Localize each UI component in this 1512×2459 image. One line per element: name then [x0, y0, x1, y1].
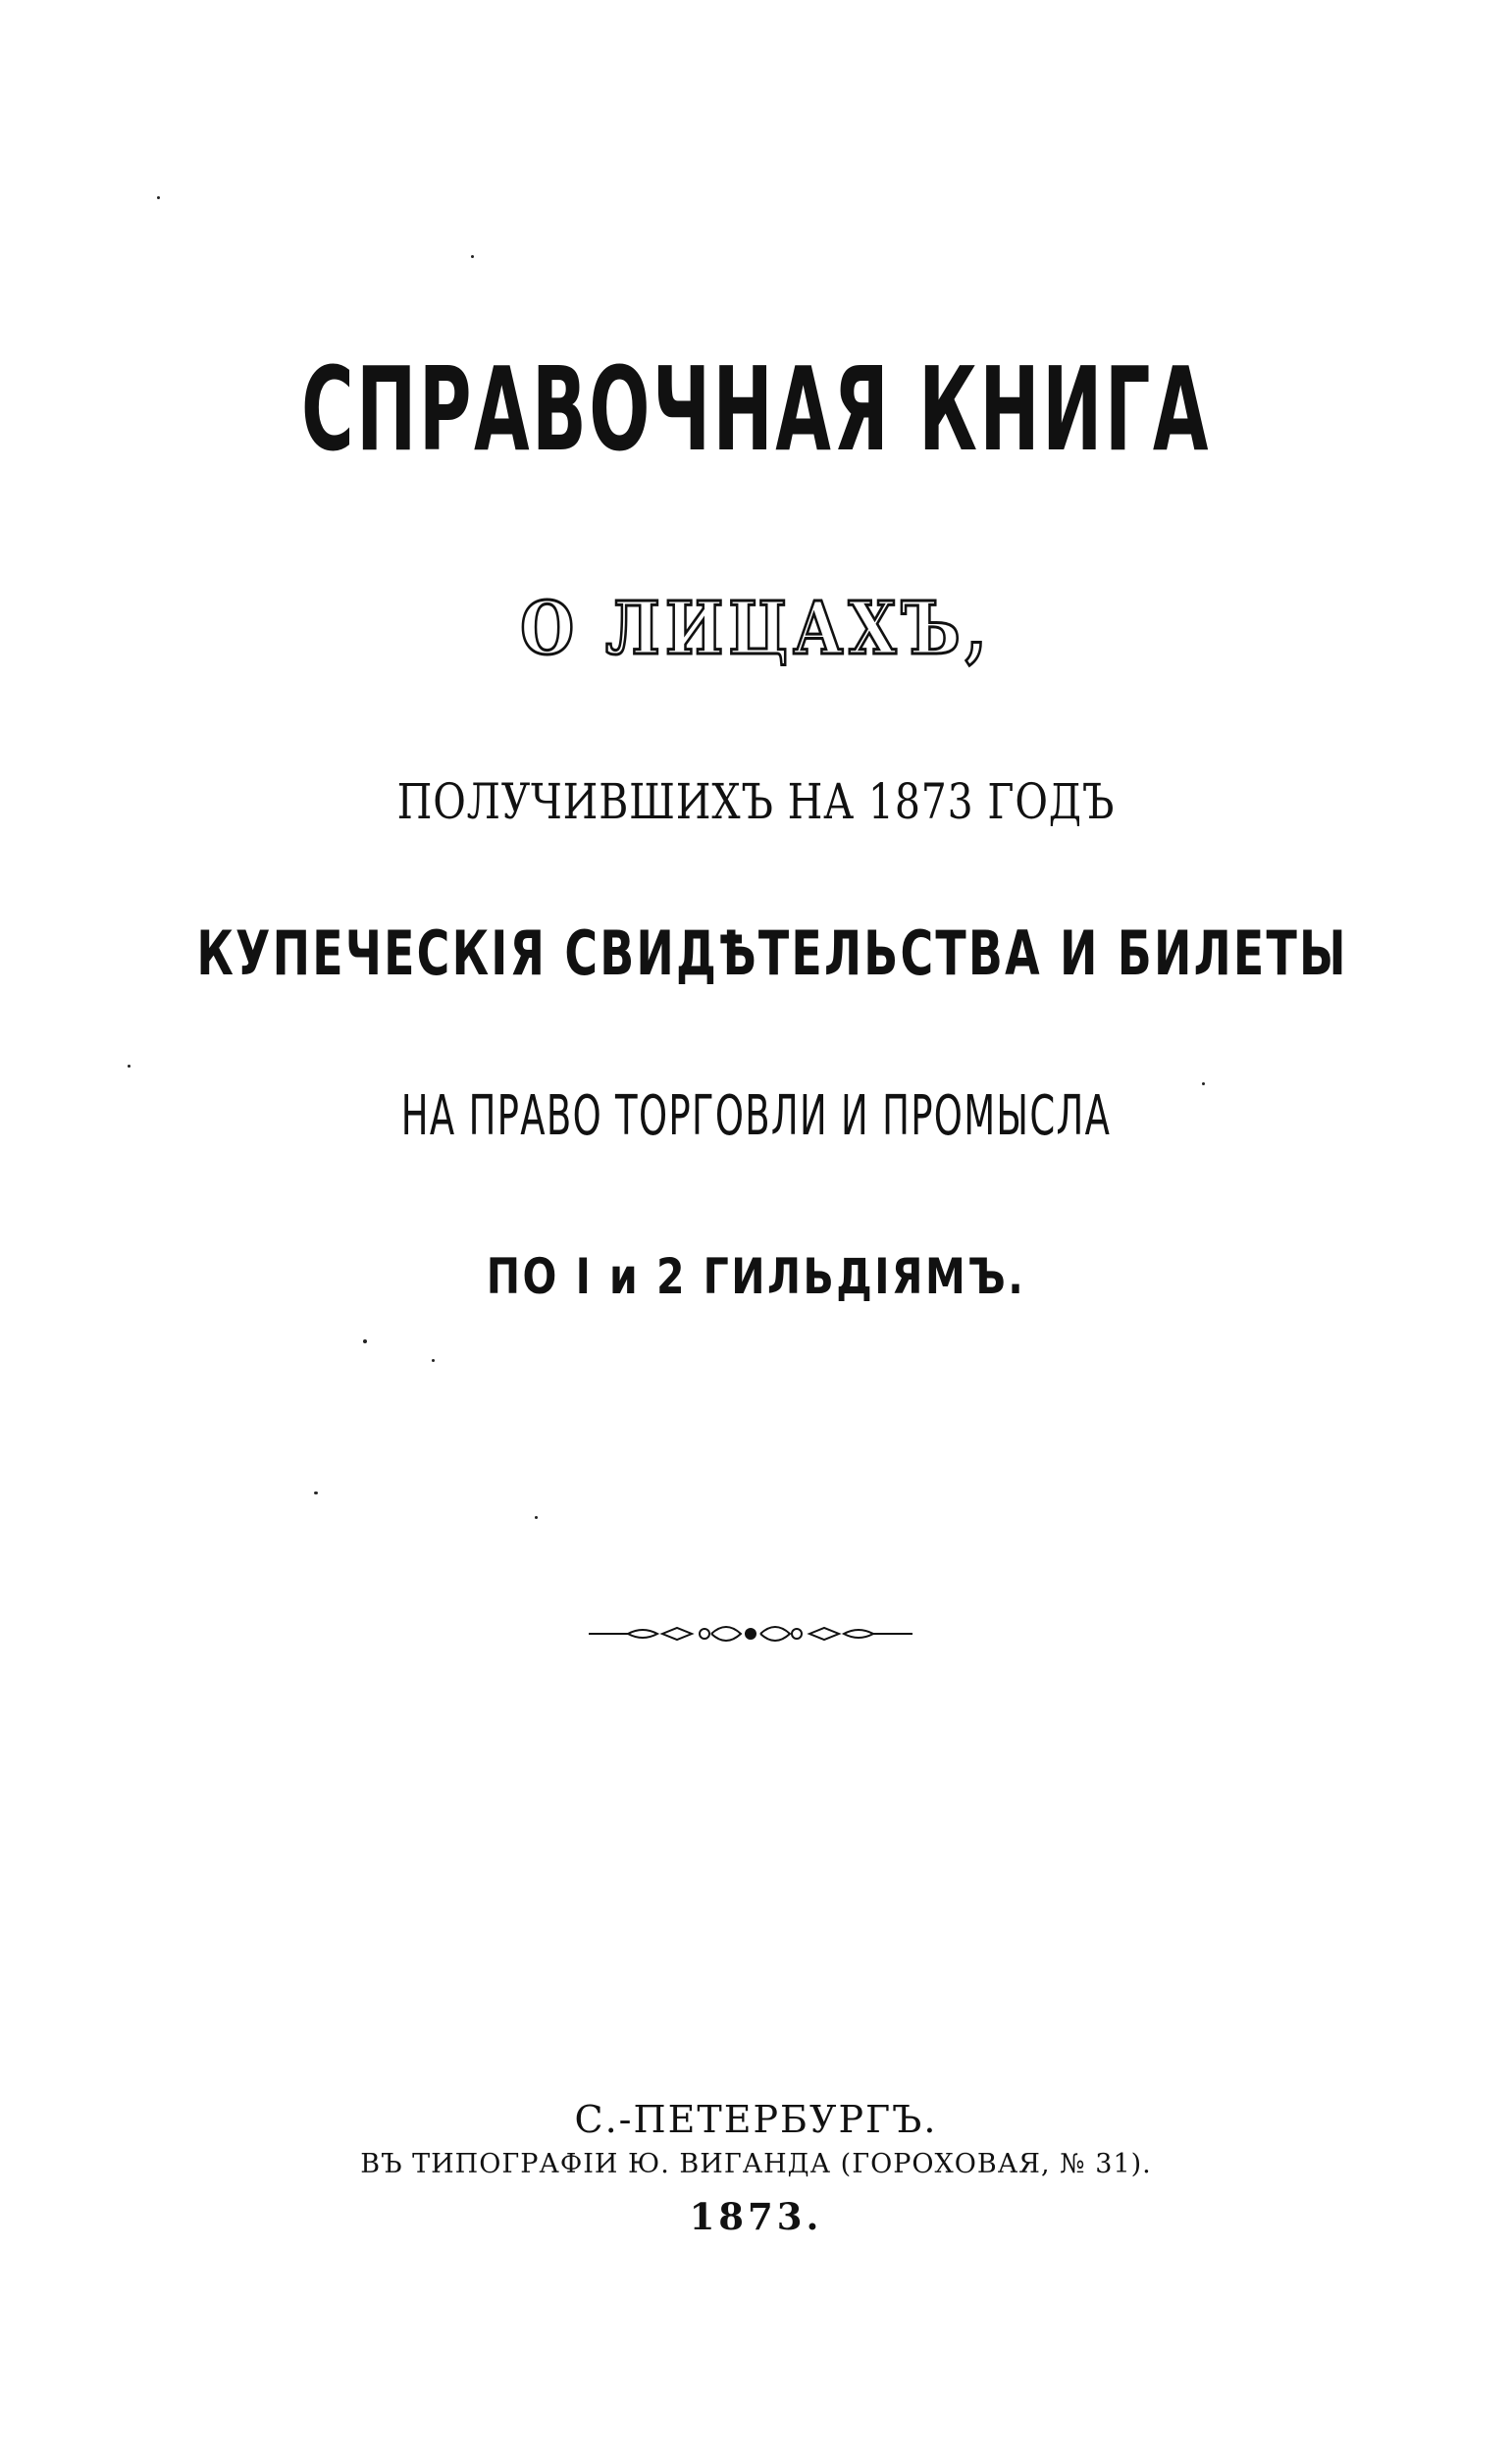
print-speck — [128, 1065, 130, 1068]
print-speck — [1202, 1082, 1205, 1085]
ornament-divider-icon — [589, 1614, 912, 1653]
received-line: ПОЛУЧИВШИХЪ НА 1873 ГОДЪ — [396, 773, 1116, 830]
book-title: СПРАВОЧНАЯ КНИГА — [300, 341, 1212, 477]
certificates-line: КУПЕЧЕСКІЯ СВИДѢТЕЛЬСТВА И БИЛЕТЫ — [196, 917, 1348, 989]
guilds-line: ПО I и 2 ГИЛЬДІЯМЪ. — [486, 1248, 1026, 1305]
imprint-city: С.-ПЕТЕРБУРГЪ. — [574, 2098, 938, 2141]
print-speck — [535, 1516, 538, 1519]
trade-line: НА ПРАВО ТОРГОВЛИ И ПРОМЫСЛА — [400, 1084, 1112, 1148]
print-speck — [363, 1339, 367, 1343]
print-speck — [432, 1359, 435, 1362]
print-speck — [157, 196, 160, 199]
book-subtitle: О ЛИЦАХЪ, — [520, 587, 992, 671]
imprint-printer: ВЪ ТИПОГРАФІИ Ю. ВИГАНДА (ГОРОХОВАЯ, № 31). — [360, 2149, 1152, 2179]
print-speck — [471, 255, 474, 258]
print-speck — [314, 1491, 318, 1494]
imprint-year: 1873. — [689, 2195, 823, 2238]
